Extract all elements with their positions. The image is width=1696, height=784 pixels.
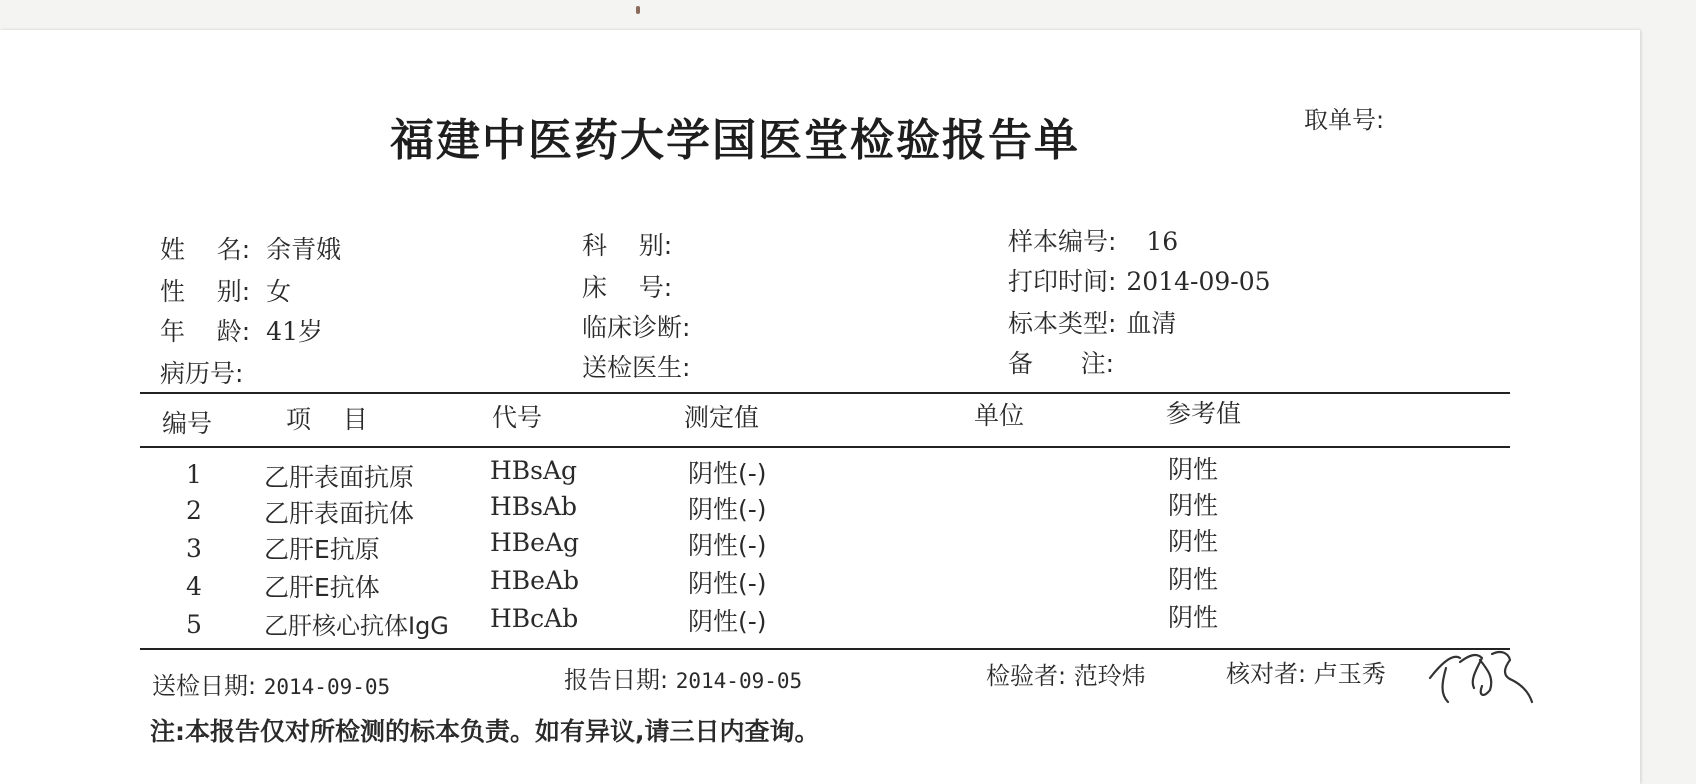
age-label: 年 龄:: [160, 317, 251, 346]
dept-label: 科 别:: [582, 231, 673, 260]
doctor-row: [582, 348, 690, 384]
table-row-1-value: 阴性(-): [688, 459, 767, 488]
table-row-5-no: 5: [186, 610, 202, 639]
header-unit: 单位: [974, 401, 1025, 430]
sample-number: 16: [1146, 227, 1179, 256]
send-date-label: 送检日期:: [152, 672, 257, 700]
table-row-3-no: 3: [186, 534, 202, 563]
checker-row: [1226, 654, 1386, 689]
diagnosis-label: 临床诊断:: [582, 313, 691, 342]
table-row-4-no: 4: [186, 572, 202, 601]
table-row-4-value: 阴性(-): [688, 569, 767, 598]
table-row-2-reference: 阴性: [1168, 491, 1219, 520]
checker-label: 核对者:: [1226, 660, 1307, 688]
table-row-5-value: 阴性(-): [688, 607, 767, 636]
report-title: 福建中医药大学国医堂检验报告单: [390, 115, 1080, 166]
table-bottom-rule: [140, 648, 1510, 650]
header-code: 代号: [492, 403, 543, 432]
print-time: 2014-09-05: [1126, 267, 1271, 296]
patient-gender-row: [160, 272, 291, 308]
bed-label: 床 号:: [582, 273, 673, 302]
patient-gender: 女: [266, 277, 292, 306]
table-row-5-item: 乙肝核心抗体IgG: [264, 612, 449, 640]
sample-number-row: [1008, 222, 1178, 258]
handwritten-signature: [1424, 640, 1536, 710]
name-label: 姓 名:: [160, 235, 251, 264]
specimen-type-row: [1008, 304, 1176, 340]
header-value: 测定值: [684, 403, 760, 432]
table-row-1-reference: 阴性: [1168, 455, 1219, 484]
paper-speck: [636, 6, 640, 14]
table-row-5-reference: 阴性: [1168, 603, 1219, 632]
table-header-rule: [140, 446, 1510, 448]
table-row-2-item: 乙肝表面抗体: [264, 499, 415, 528]
header-no: 编号: [162, 409, 213, 438]
order-number-label: 取单号:: [1304, 106, 1385, 134]
table-row-2-code: HBsAb: [490, 492, 578, 521]
checker-name: 卢玉秀: [1313, 660, 1386, 688]
send-date-row: [152, 666, 390, 701]
print-time-label: 打印时间:: [1008, 267, 1117, 296]
record-number-row: [160, 354, 243, 390]
table-row-5-code: HBcAb: [490, 604, 579, 633]
patient-age-row: [160, 312, 323, 348]
remark-row: [1008, 344, 1114, 380]
report-date-label: 报告日期:: [564, 666, 669, 694]
header-item: 项 目: [286, 405, 368, 434]
record-label: 病历号:: [160, 359, 244, 388]
table-row-1-code: HBsAg: [490, 456, 578, 485]
send-date: 2014-09-05: [263, 675, 391, 699]
table-row-4-item: 乙肝E抗体: [264, 573, 380, 602]
table-top-rule: [140, 392, 1510, 394]
remark-label: 备 注:: [1008, 349, 1115, 378]
header-reference: 参考值: [1166, 399, 1242, 428]
table-row-2-no: 2: [186, 496, 202, 525]
table-row-4-reference: 阴性: [1168, 565, 1219, 594]
diagnosis-row: [582, 308, 690, 344]
tester-row: [986, 656, 1146, 691]
sample-number-label: 样本编号:: [1008, 227, 1117, 256]
gender-label: 性 别:: [160, 277, 251, 306]
specimen-label: 标本类型:: [1008, 309, 1117, 338]
patient-age: 41岁: [266, 317, 323, 346]
table-row-3-item: 乙肝E抗原: [264, 535, 380, 564]
table-row-3-value: 阴性(-): [688, 531, 767, 560]
doctor-label: 送检医生:: [582, 353, 691, 382]
report-date-row: [564, 660, 802, 695]
table-row-1-item: 乙肝表面抗原: [264, 463, 415, 492]
tester-label: 检验者:: [986, 662, 1067, 690]
patient-name-row: [160, 230, 341, 266]
table-row-1-no: 1: [186, 460, 202, 489]
tester-name: 范玲炜: [1073, 662, 1146, 690]
table-row-2-value: 阴性(-): [688, 495, 767, 524]
dept-row: [582, 226, 672, 262]
bed-row: [582, 268, 672, 304]
specimen-type: 血清: [1126, 309, 1177, 338]
table-row-3-code: HBeAg: [490, 528, 580, 557]
table-row-3-reference: 阴性: [1168, 527, 1219, 556]
patient-name: 余青娥: [266, 235, 342, 264]
report-date: 2014-09-05: [675, 669, 803, 693]
print-time-row: [1008, 262, 1271, 298]
report-disclaimer-note: 注:本报告仅对所检测的标本负责。如有异议,请三日内查询。: [150, 717, 820, 746]
table-row-4-code: HBeAb: [490, 566, 580, 595]
